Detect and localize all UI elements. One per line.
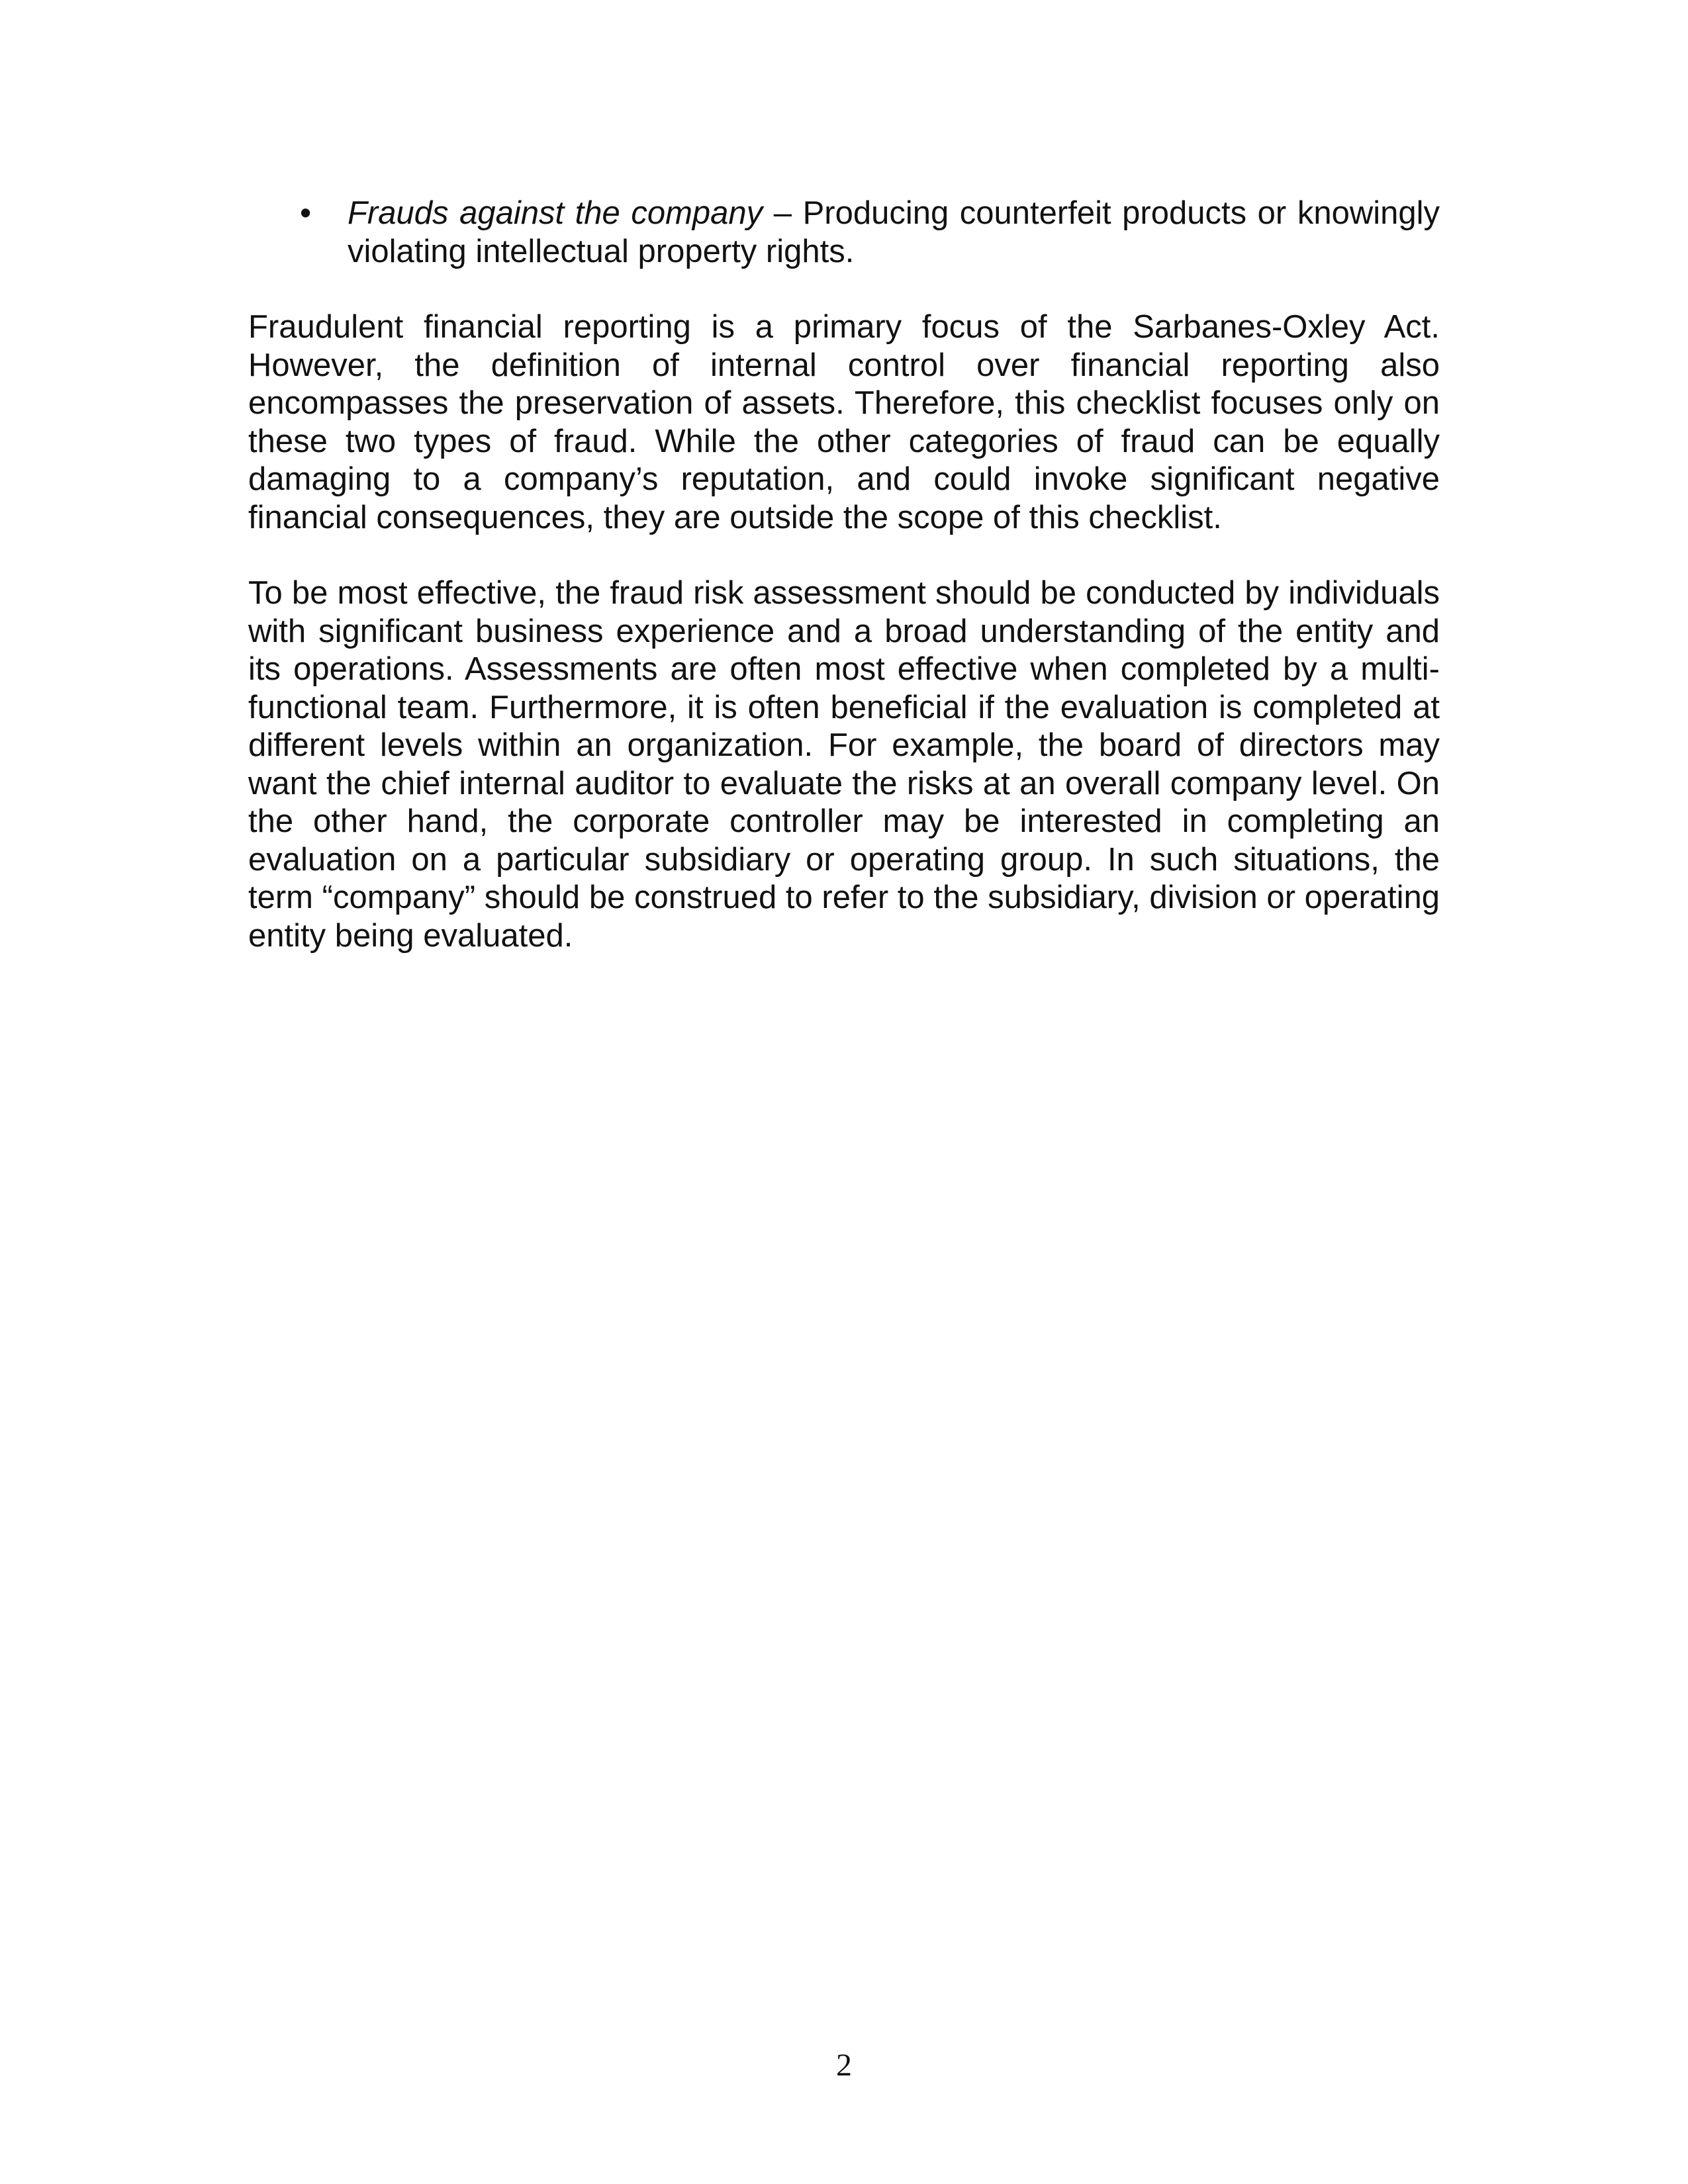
bullet-title: Frauds against the company [348, 195, 763, 231]
bullet-separator: – [763, 195, 803, 231]
paragraph-assessment-effectiveness: To be most effective, the fraud risk assessment should be conducted by individuals with significant business experience and a broad understanding of the entity and its operations. Assessments are often most effective when completed by a multi-functional team. Furthermore, it is often beneficial if the evaluation is completed at different levels within an organization. For example, the board of directors may want the chief internal auditor to evaluate the risks at an overall company level. On the other hand, the corporate controller may be interested in completing an evaluation on a particular subsidiary or operating group. In such situations, the term “company” should be construed to refer to the subsidiary, division or operating entity being evaluated. [248, 575, 1440, 954]
bullet-icon: • [300, 195, 312, 231]
page-number: 2 [836, 2048, 852, 2083]
bullet-item-frauds-against-company [248, 195, 1440, 271]
page-content [248, 195, 1440, 993]
bullet-text: Producing counterfeit products or knowingly violating intellectual property rights. [348, 195, 1440, 269]
paragraph-fraudulent-reporting: Fraudulent financial reporting is a primary focus of the Sarbanes-Oxley Act. However, the definition of internal control over financial reporting also encompasses the preservation of assets. Therefore, this checklist focuses only on these two types of fraud. While the other categories of fraud can be equally damaging to a company’s reputation, and could invoke significant negative financial consequences, they are outside the scope of this checklist. [248, 309, 1440, 535]
